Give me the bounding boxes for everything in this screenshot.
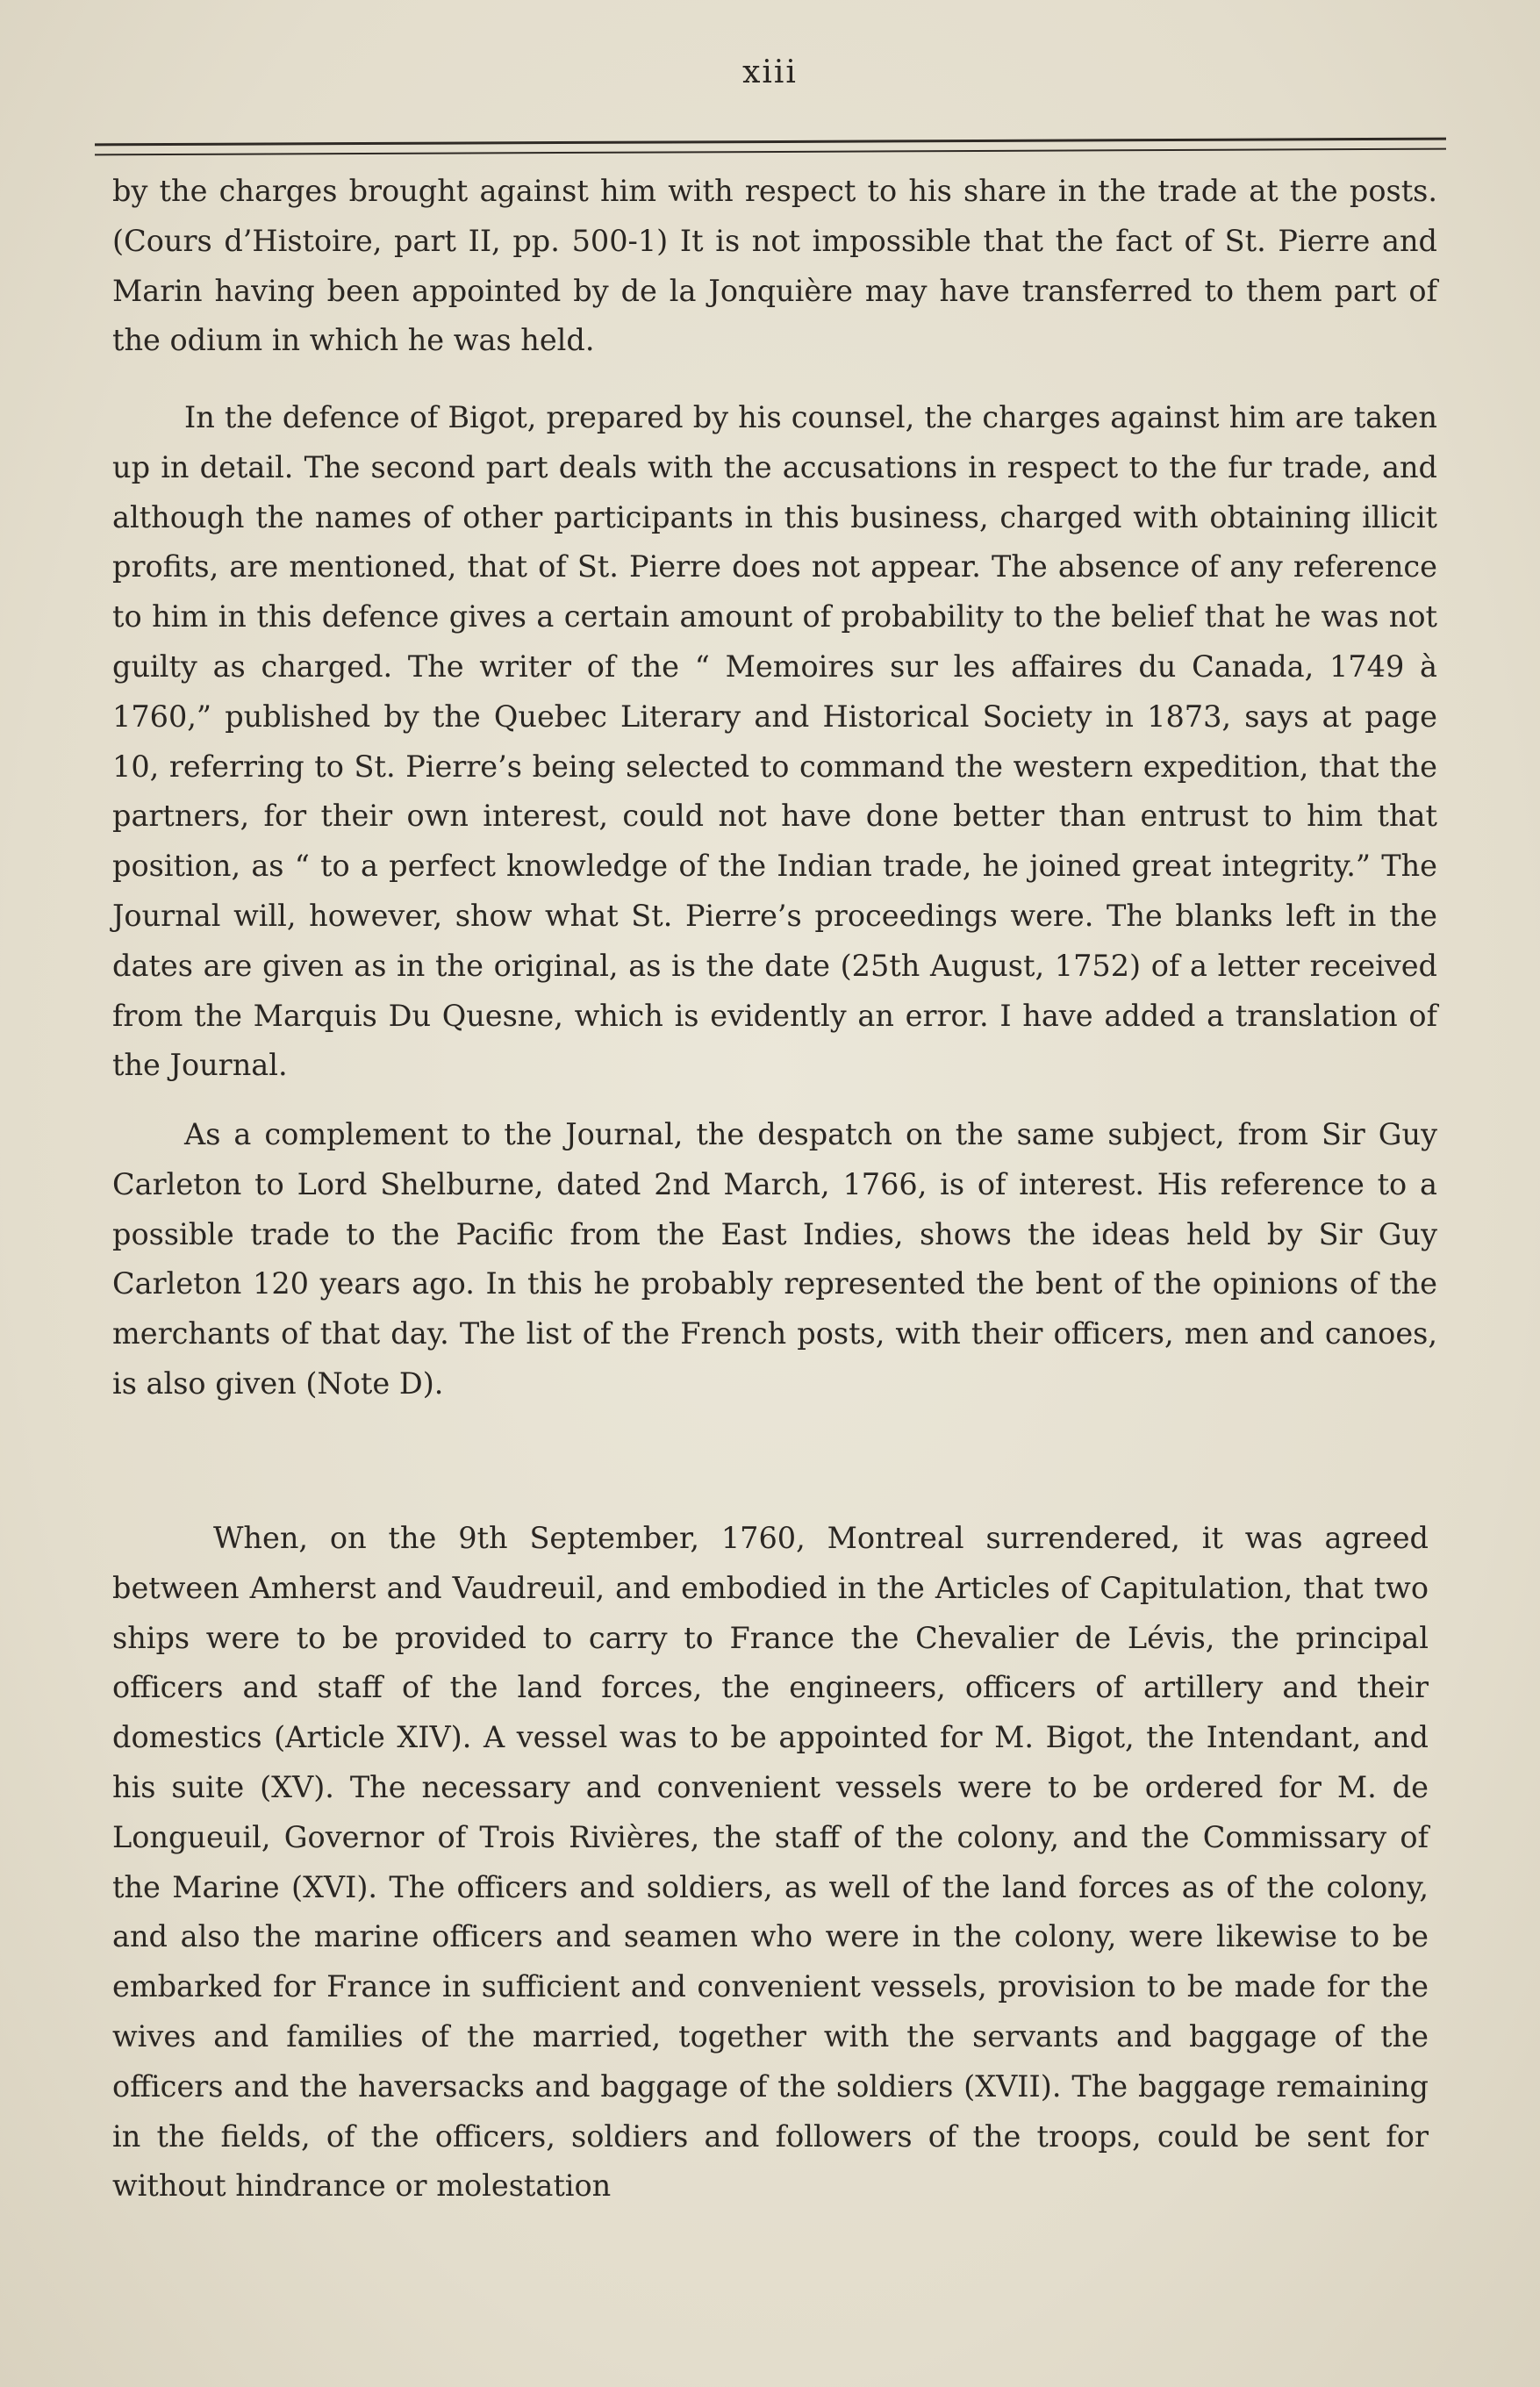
paragraph-text: When, on the 9th September, 1760, Montreal surrendered, it was agreed between Amherst and Vaudreuil, and embodied in the Articles of Capitulation, that two ships were to be provided to carry to France the Chevalier de Lévis, the principal officers and staff of the land forces, the engineers, officers of artillery and their domestics (Article XIV). A vessel was to be appointed for M. Bigot, the Intendant, and his suite (XV). The necessary and convenient vessels were to be ordered for M. de Longueuil, Governor of Trois Rivières, the staff of the colony, and the Commissary of the Marine (XVI). The officers and soldiers, as well of the land forces as of the colony, and also the marine officers and seamen who were in the colony, were likewise to be embarked for France in sufficient and convenient vessels, provision to be made for the wives and families of the married, together with the servants and baggage of the officers and the haversacks and baggage of the soldiers (XVII). The baggage remaining in the fields, of the officers, soldiers and followers of the troops, could be sent for without hindrance or molestation [112,1521,1429,2204]
paragraph-text: In the defence of Bigot, prepared by his counsel, the charges against him are taken up in detail. The second part deals with the accusations in respect to the fur trade, and although the names of other participants in this business, charged with obtaining illicit profits, are mentioned, that of St. Pierre does not appear. The absence of any reference to him in this defence gives a certain amount of probability to the belief that he was not guilty as charged. The writer of the “ Memoires sur les affaires du Canada, 1749 à 1760,” published by the Quebec Literary and Historical Society in 1873, says at page 10, referring to St. Pierre’s being selected to command the western expedition, that the partners, for their own interest, could not have done better than entrust to him that position, as “ to a perfect knowledge of the Indian trade, he joined great integrity.” The Journal will, however, show what St. Pierre’s proceedings were. The blanks left in the dates are given as in the original, as is the date (25th August, 1752) of a letter received from the Marquis Du Quesne, which is evidently an error. I have added a translation of the Journal. [112,400,1437,1083]
paragraph-2 [112,393,1437,1091]
paragraph-3 [112,1110,1437,1409]
header-rule-thick [95,138,1446,147]
header-rule-thin [95,148,1446,156]
paragraph-4 [112,1514,1429,2211]
paragraph-text: by the charges brought against him with respect to his share in the trade at the posts. (Cours d’Histoire, part II, pp. 500-1) It is not impossible that the fact of St. Pierre and Marin having been appointed by de la Jonquière may have transferred to them part of the odium in which he was held. [112,174,1437,358]
paragraph-1 [112,167,1437,366]
page-number: xiii [742,54,798,90]
paragraph-text: As a complement to the Journal, the despatch on the same subject, from Sir Guy Carleton to Lord Shelburne, dated 2nd March, 1766, is of interest. His reference to a possible trade to the Pacific from the East Indies, shows the ideas held by Sir Guy Carleton 120 years ago. In this he probably represented the bent of the opinions of the merchants of that day. The list of the French posts, with their officers, men and canoes, is also given (Note D). [112,1117,1437,1401]
